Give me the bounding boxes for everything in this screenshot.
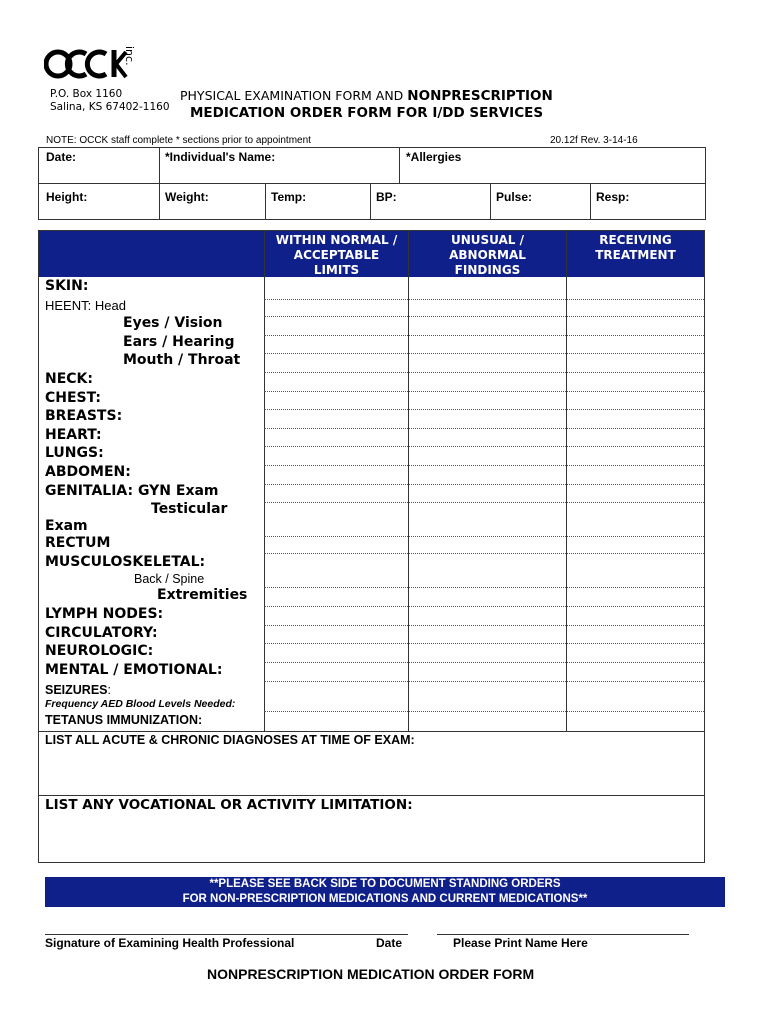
header-within-normal: WITHIN NORMAL / ACCEPTABLE LIMITS [275, 233, 398, 277]
print-name-line[interactable] [437, 934, 689, 935]
address-line-1: P.O. Box 1160 [50, 88, 123, 100]
row-eyes-vision: Eyes / Vision [123, 315, 223, 331]
weight-field[interactable]: Weight: [165, 190, 209, 204]
row-seizures: SEIZURES: [45, 683, 111, 697]
staff-note: NOTE: OCCK staff complete * sections prior to appointment [46, 135, 311, 146]
occk-logo [44, 44, 140, 86]
back-side-banner [45, 877, 725, 907]
row-testicular: Testicular [151, 501, 228, 517]
signature-date-label: Date [376, 936, 403, 950]
resp-field[interactable]: Resp: [596, 190, 630, 204]
row-neck: NECK: [45, 371, 94, 387]
form-title-line-2: MEDICATION ORDER FORM FOR I/DD SERVICES [190, 105, 544, 121]
row-heart: HEART: [45, 427, 102, 443]
row-testicular-exam: Exam [45, 518, 88, 534]
row-musculoskeletal: MUSCULOSKELETAL: [45, 554, 206, 570]
banner-line-2: FOR NON-PRESCRIPTION MEDICATIONS AND CURRENT MEDICATIONS** [182, 893, 588, 905]
bp-field[interactable]: BP: [376, 190, 397, 204]
row-neurologic: NEUROLOGIC: [45, 643, 154, 659]
form-id: 20.12f Rev. 3-14-16 [550, 135, 638, 146]
address [50, 88, 170, 114]
title-part-2: NONPRESCRIPTION [407, 88, 553, 104]
row-breasts: BREASTS: [45, 408, 123, 424]
allergies-field[interactable]: *Allergies [406, 150, 462, 164]
row-aed-levels: Frequency AED Blood Levels Needed: [45, 698, 236, 710]
row-extremities: Extremities [157, 587, 248, 603]
row-heent-head: HEENT: Head [45, 298, 126, 313]
title-part-1: PHYSICAL EXAMINATION FORM AND [180, 88, 408, 103]
row-chest: CHEST: [45, 390, 102, 406]
row-mental-emotional: MENTAL / EMOTIONAL: [45, 662, 223, 678]
signature-examiner-label: Signature of Examining Health Professional [45, 936, 295, 950]
row-genitalia: GENITALIA: GYN Exam [45, 483, 219, 499]
banner-line-1: **PLEASE SEE BACK SIDE TO DOCUMENT STANDING ORDERS [209, 878, 561, 890]
row-ears-hearing: Ears / Hearing [123, 334, 235, 350]
date-field[interactable]: Date: [46, 150, 77, 164]
individual-name-field[interactable]: *Individual's Name: [165, 150, 276, 164]
info-table [38, 147, 706, 220]
temp-field[interactable]: Temp: [271, 190, 307, 204]
diagnoses-area[interactable] [39, 751, 704, 795]
limitation-area[interactable] [39, 815, 704, 861]
limitation-label: LIST ANY VOCATIONAL OR ACTIVITY LIMITATION: [45, 797, 413, 813]
header-unusual-abnormal: UNUSUAL / ABNORMAL FINDINGS [449, 233, 526, 277]
exam-table [38, 230, 705, 863]
row-back-spine: Back / Spine [134, 572, 205, 586]
row-lymph-nodes: LYMPH NODES: [45, 606, 164, 622]
row-mouth-throat: Mouth / Throat [123, 352, 241, 368]
row-abdomen: ABDOMEN: [45, 464, 131, 480]
row-circulatory: CIRCULATORY: [45, 625, 158, 641]
row-skin: SKIN: [45, 278, 89, 294]
signature-line[interactable] [45, 934, 408, 935]
pulse-field[interactable]: Pulse: [496, 190, 533, 204]
diagnoses-label: LIST ALL ACUTE & CHRONIC DIAGNOSES AT TIME OF EXAM: [45, 733, 415, 747]
header-receiving-treatment: RECEIVING TREATMENT [595, 233, 676, 262]
address-line-2: Salina, KS 67402-1160 [50, 101, 170, 113]
row-tetanus: TETANUS IMMUNIZATION: [45, 713, 203, 727]
footer-title: NONPRESCRIPTION MEDICATION ORDER FORM [207, 966, 535, 982]
form-title [180, 88, 553, 104]
print-name-label: Please Print Name Here [453, 936, 588, 950]
row-lungs: LUNGS: [45, 445, 104, 461]
logo-suffix: inc. [123, 46, 136, 66]
row-rectum: RECTUM [45, 535, 111, 551]
height-field[interactable]: Height: [46, 190, 88, 204]
